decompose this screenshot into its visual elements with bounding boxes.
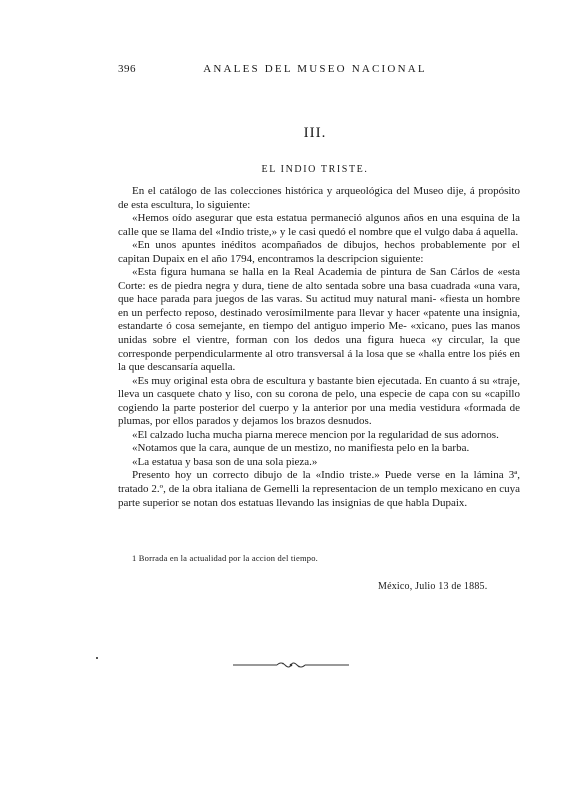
paragraph: «Hemos oído asegurar que esta estatua permaneció algunos años en una esquina de la calle que se llama del «Indio triste,» y le casi quedó el nombre que el vulgo daba á aquella. (118, 212, 520, 238)
quoted-paragraph: «Notamos que la cara, aunque de un mestizo, no manifiesta pelo en la barba. (132, 442, 470, 455)
paragraph: En el catálogo de las colecciones histórica y arqueológica del Museo dije, á propósito de esta escultura, lo siguiente: (118, 185, 520, 211)
paragraph: «En unos apuntes inéditos acompañados de dibujos, hechos probablemente por el capitan Dupaix en el año 1794, encontramos la descripcion siguiente: (118, 239, 520, 265)
signature-dateline: México, Julio 13 de 1885. (378, 581, 488, 592)
running-head: ANALES DEL MUSEO NACIONAL (203, 63, 427, 75)
paragraph: Presento hoy un correcto dibujo de la «Indio triste.» Puede verse en la lámina 3ª, tratado 2.º, de la obra italiana de Gemelli la representacion de un templo mexicano en cuya parte superior se notan dos estatuas llevando las insignias de que habla Dupaix. (118, 469, 520, 509)
section-number: III. (303, 125, 327, 141)
quoted-paragraph: «El calzado lucha mucha piarna merece mencion por la regularidad de sus adornos. (132, 428, 499, 441)
page-number: 396 (118, 63, 136, 75)
article-title: EL INDIO TRISTE. (261, 164, 369, 175)
quoted-paragraph: «La estatua y basa son de una sola pieza.» (132, 455, 318, 468)
tail-ornament-icon (233, 660, 349, 670)
footnote: 1 Borrada en la actualidad por la accion del tiempo. (132, 553, 318, 563)
stray-ink-mark (96, 657, 98, 659)
quoted-paragraph: «Es muy original esta obra de escultura y bastante bien ejecutada. En cuanto á su «traje, lleva un casquete chato y liso, con su corona de pelo, una especie de capa con su «capillo cogiendo la parte posterior del cuerpo y la anterior por una media vestidura «formada de plumas, por ellos parados y dejamos los brazos desnudos. (118, 374, 520, 428)
body-text (118, 185, 520, 510)
quoted-paragraph: «Esta figura humana se halla en la Real Academia de pintura de San Cárlos de «esta Corte: es de piedra negra y dura, tiene de alto sentada sobre una basa cuadrada «una vara, que hace parada para juegos de las varas. Su actitud muy natural mani- «fiesta un hombre en un perfecto reposo, destinado verosímilmente para llevar y hacer «patente una insignia, estandarte ó cosa semejante, en tiempo del antiguo imperio Me- «xicano, pues las manos unidas sobre el vientre, forman con los dedos una figura hueca «y circular, la que corresponde perpendicularmente al otro transversal á la losa que se «halla entre los piés en la que descansaría aquella. (118, 266, 520, 374)
